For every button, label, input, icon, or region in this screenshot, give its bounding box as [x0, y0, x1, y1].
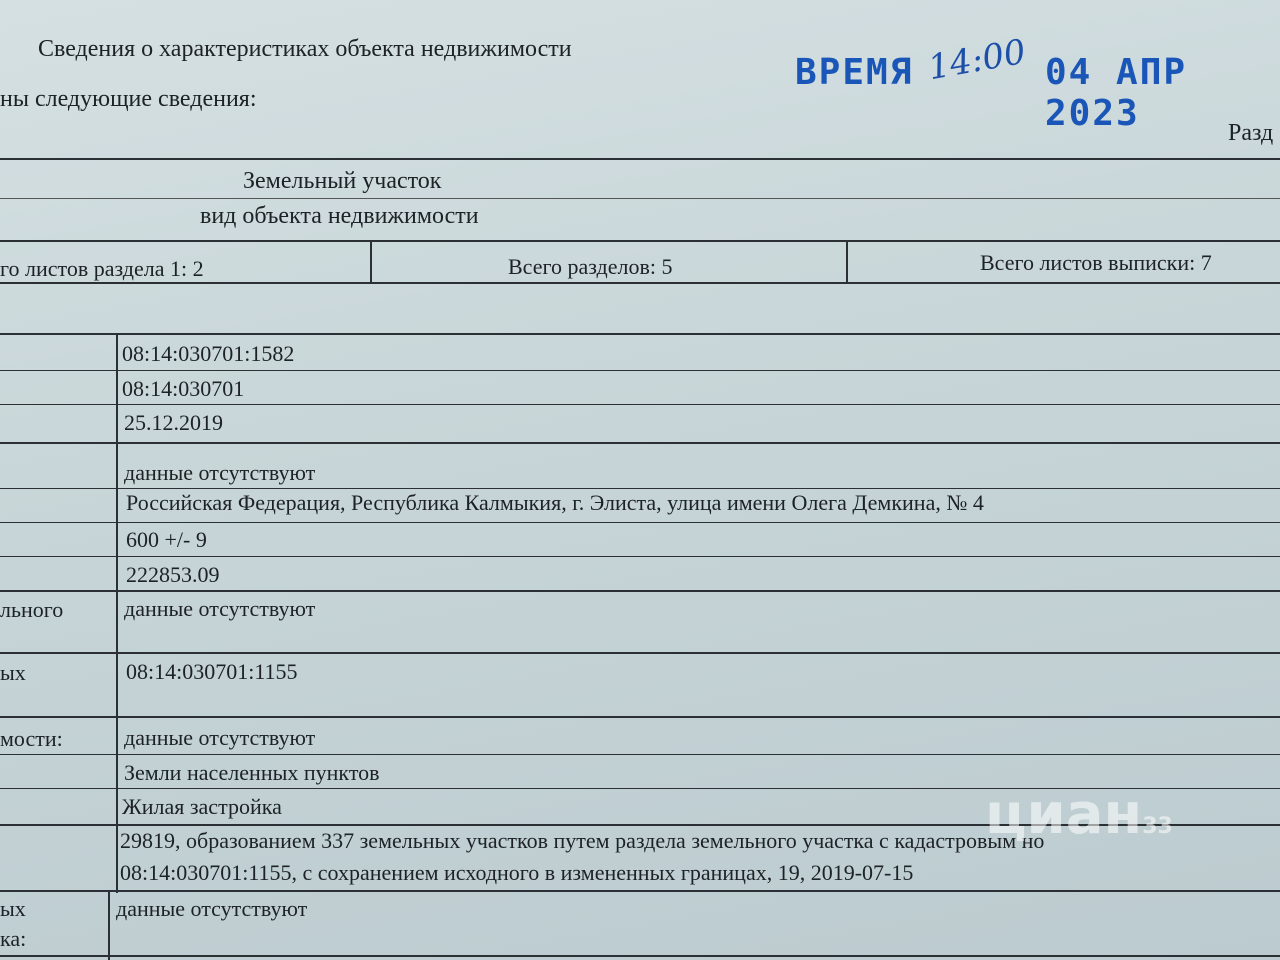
row-divider	[0, 488, 1280, 489]
summary-divider-1	[370, 240, 372, 282]
handwritten-time: 14:00	[925, 31, 1029, 89]
area: 600 +/- 9	[126, 527, 207, 552]
time-stamp-label: ВРЕМЯ	[795, 52, 914, 93]
total-sections: Всего разделов: 5	[508, 254, 673, 279]
cadastral-quarter: 08:14:030701	[122, 376, 245, 401]
watermark-brand: циан	[985, 782, 1143, 847]
address: Российская Федерация, Республика Калмыкия, г. Элиста, улица имени Олега Демкина, № 4	[126, 490, 984, 515]
row-divider	[0, 556, 1280, 557]
additional-info: данные отсутствуют	[116, 896, 308, 921]
section-label: Разд	[1228, 120, 1274, 146]
row-divider	[0, 404, 1280, 405]
watermark-id: 33	[1142, 814, 1173, 839]
included-objects: данные отсутствуют	[124, 725, 316, 750]
registration-date: 25.12.2019	[124, 410, 223, 435]
formation-info-line-2: 08:14:030701:1155, с сохранением исходного в измененных границах, 19, 2019-07-15	[120, 860, 914, 885]
sheets-in-section: го листов раздела 1: 2	[0, 256, 204, 281]
table-top-border	[0, 158, 1280, 160]
land-category: Земли населенных пунктов	[124, 760, 380, 785]
summary-bottom-border	[0, 282, 1280, 284]
row-divider	[0, 442, 1280, 444]
cian-watermark	[985, 782, 1173, 847]
object-type: Земельный участок	[243, 168, 442, 194]
source-parcel-number: 08:14:030701:1155	[126, 659, 298, 684]
cadastral-number: 08:14:030701:1582	[122, 341, 295, 366]
summary-top-border	[0, 240, 1280, 242]
row-label: мости:	[0, 726, 63, 751]
label-column-divider-lower	[108, 890, 110, 960]
row-divider	[0, 754, 1280, 755]
object-type-underline	[0, 198, 1280, 199]
row-divider	[0, 522, 1280, 523]
row-label: льного	[0, 597, 64, 622]
document-subtitle: ны следующие сведения:	[0, 86, 257, 112]
table-bottom-border	[0, 955, 1280, 957]
row-label: ка:	[0, 926, 27, 951]
row-divider	[0, 716, 1280, 718]
permitted-use: Жилая застройка	[122, 794, 282, 819]
label-column-divider	[116, 333, 118, 893]
row-divider	[0, 652, 1280, 654]
row-divider	[0, 590, 1280, 592]
row-label: ых	[0, 660, 26, 685]
row-divider	[0, 370, 1280, 371]
cadastral-value: 222853.09	[126, 562, 220, 587]
row-divider	[0, 890, 1280, 892]
document-title: Сведения о характеристиках объекта недвижимости	[38, 36, 572, 62]
formation-info-line-1: 29819, образованием 337 земельных участков путем раздела земельного участка с кадастровым но	[120, 828, 1045, 853]
data-table-top-border	[0, 333, 1280, 335]
date-stamp: 04 АПР 2023	[1045, 52, 1188, 134]
former-number: данные отсутствуют	[124, 460, 316, 485]
total-sheets: Всего листов выписки: 7	[980, 250, 1212, 275]
object-type-caption: вид объекта недвижимости	[200, 203, 479, 229]
row-label: ых	[0, 896, 26, 921]
capital-objects: данные отсутствуют	[124, 596, 316, 621]
summary-divider-2	[846, 240, 848, 282]
